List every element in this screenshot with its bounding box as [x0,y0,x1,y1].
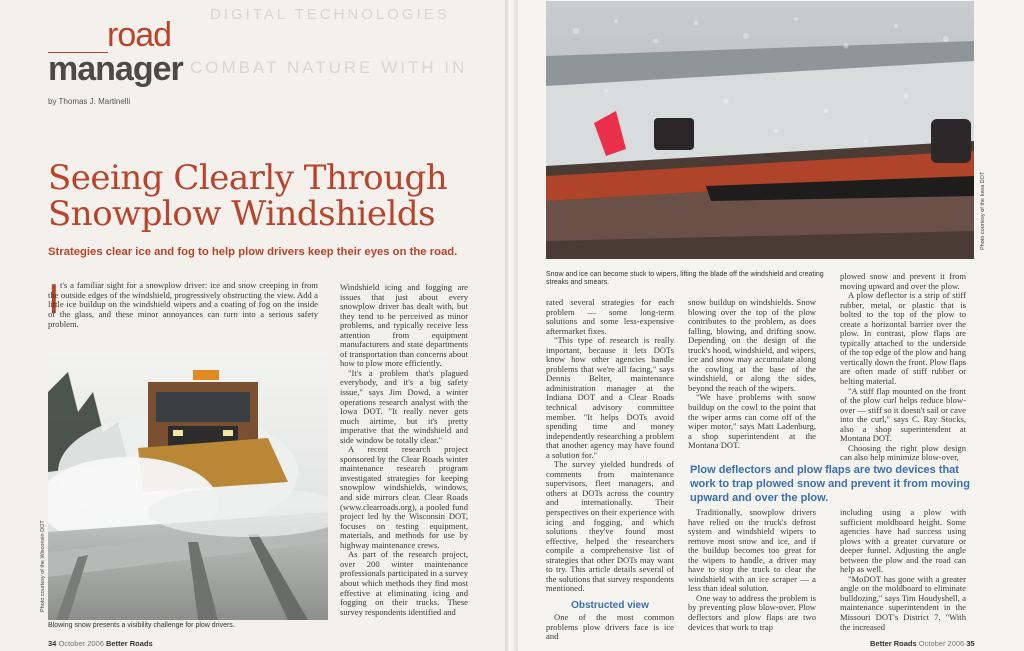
section-subhead: Obstructed view [571,599,649,611]
paragraph: Windshield icing and fogging are issues that just about every snowplow driver has dealt with, but they tend to be perceived as minor problems, and typically receive less attention from equipment manufacturers and state departments of transportation than concerns about how to plow more efficiently. [340,282,468,369]
paragraph: A recent research project sponsored by the Clear Roads winter maintenance research program investigated strategies for keeping snowplow windshields, windows, and side mirrors clear. Clear Roads (www.clearroads.org), a pooled fund project led by the Wisconsin DOT, focuses on testing equipment, materials, and methods for use by highway maintenance crews. [340,444,468,550]
right-column-1 [546,298,674,642]
issue-date: October 2006 [918,639,965,648]
page-number: 34 [48,639,57,648]
left-column-2 [340,283,468,617]
right-photo-credit: Photo courtesy of the Iowa DOT [980,171,986,250]
paragraph: plowed snow and prevent it from moving upward and over the plow. [840,272,966,291]
paragraph: "This type of research is really important, because it lets DOTs know how other agencies handle problems that we're all facing," says Dennis Belter, maintenance administration manager at the Indiana DOT and a Clear Roads technical advisory committee member. "It helps DOTs avoid spending time and money independently researching a problem that another agency may have found a solution for." [546,335,674,460]
section-word-manager: manager [48,50,183,88]
paragraph: Traditionally, snowplow drivers have relied on the truck's defrost system and windshield wipers to remove most snow and ice, and if the buildup becomes too great for the wipers to handle, a driver may have to stop the truck to clear the windshield with an ice scraper — a less than ideal solution. [688,507,816,594]
right-column-2 [688,298,816,460]
paragraph: rated several strategies for each problem — some long-term solutions and some less-expensive aftermarket fixes. [546,297,674,336]
left-footer [48,639,153,648]
paragraph: "A stiff flap mounted on the front of the plow curl helps reduce blow-over — stiff so it doesn't sail or cave into the curl," says C. Ray Stocks, also a shop superintendent at Montana DOT. [840,385,966,444]
section-word-road: road [107,16,172,54]
lead-paragraph: t's a familiar sight for a snowplow driver: ice and snow creeping in from the outside edges of the windshield, progressively obstructing the view. Add a little ice buildup on the windshield wipers and a coating of fog on the inside of the glass, and these minor annoyances can turn into a serious safety problem. [48,280,318,329]
right-photo-caption: Snow and ice can become stuck to wipers, lifting the blade off the windshield and creating streaks and smears. [546,271,824,286]
snowplow-photo [48,352,328,620]
right-page [518,0,1024,651]
page-number: 35 [966,639,975,648]
paragraph: As part of the research project, over 200 winter maintenance professionals participated in a survey about which methods they find most effective at eliminating icing and fogging on their trucks. These survey respondents identified and [340,549,468,617]
byline: by Thomas J. Martinelli [48,97,131,106]
article-title-line2: Snowplow Windshields [48,194,436,234]
paragraph: "It's a problem that's plagued everybody, and it's a big safety issue," says Jim Dowd, a winter operations research analyst with the Iowa DOT. "It really never gets much airtime, but it's pretty imperative that the windshield and side window be totally clear." [340,367,468,445]
background-band-1: DIGITAL TECHNOLOGIES [210,6,450,23]
right-footer [870,639,975,648]
paragraph: "We have problems with snow buildup on the cowl to the point that the wiper arms can come off of the wiper motor," says Matt Ladenburg, a shop superintendent at the Montana DOT. [688,392,816,451]
magazine-name: Better Roads [105,639,153,648]
paragraph: A plow deflector is a strip of stiff rubber, metal, or plastic that is bolted to the top of the plow to create a horizontal barrier over the plow. In contrast, plow flaps are typically attached to the underside of the top edge of the plow and hang vertically down the front. Plow flaps are often made of stiff rubber or belting material. [840,290,966,387]
windshield-photo [546,1,974,259]
page-gutter [505,0,518,651]
paragraph: including using a plow with sufficient moldboard height. Some agencies have had success using plows with a greater curvature or deeper funnel. Adjusting the angle between the plow and the road can help as well. [840,507,966,575]
paragraph: The survey yielded hundreds of comments from maintenance supervisors, fleet managers, and others at DOTs across the country and internationally. Their perspectives on their experience with icing and fogging, and which solutions they've found most effective, helped the researchers compile a comprehensive list of strategies that other DOTs may want to try. This article details several of the solutions that survey respondents mentioned. [546,459,674,594]
magazine-name: Better Roads [870,639,917,648]
drop-cap: I [48,275,60,322]
paragraph: Choosing the right plow design can also help minimize blow-over, [840,442,966,462]
right-column-3 [840,272,966,462]
article-title-line1: Seeing Clearly Through [48,158,448,198]
paragraph: One of the most common problems plow drivers face is ice and [546,611,674,642]
left-photo-credit: Photo courtesy of the Wisconsin DOT [40,520,46,612]
left-photo-caption: Blowing snow presents a visibility challenge for plow drivers. [48,622,235,629]
background-band-2: COMBAT NATURE WITH IN [190,58,468,77]
paragraph: One way to address the problem is by preventing plow blow-over. Plow deflectors and plow flaps are two devices that work to trap [688,592,816,632]
right-lower-column-1 [688,508,816,632]
issue-date: October 2006 [58,639,104,648]
article-subtitle: Strategies clear ice and fog to help plow drivers keep their eyes on the road. [48,246,458,258]
paragraph: "MoDOT has gone with a greater angle on the moldboard to eliminate bulldozing," says Tim Houdyshell, a maintenance superintendent in the Missouri DOT's District 7. "With the increased [840,573,966,632]
left-page [0,0,505,651]
pull-quote: Plow deflectors and plow flaps are two devices that work to trap plowed snow and prevent it from moving upward and over the plow. [690,464,970,504]
right-lower-column-2 [840,508,966,632]
paragraph: snow buildup on windshields. Snow blowing over the top of the plow contributes to the problem, as does falling, blowing, and drifting snow. Depending on the design of the truck's hood, windshield, and wipers, ice and snow may accumulate along the cowling at the base of the windshield, or along the sides, beyond the reach of the wipers. [688,298,816,393]
